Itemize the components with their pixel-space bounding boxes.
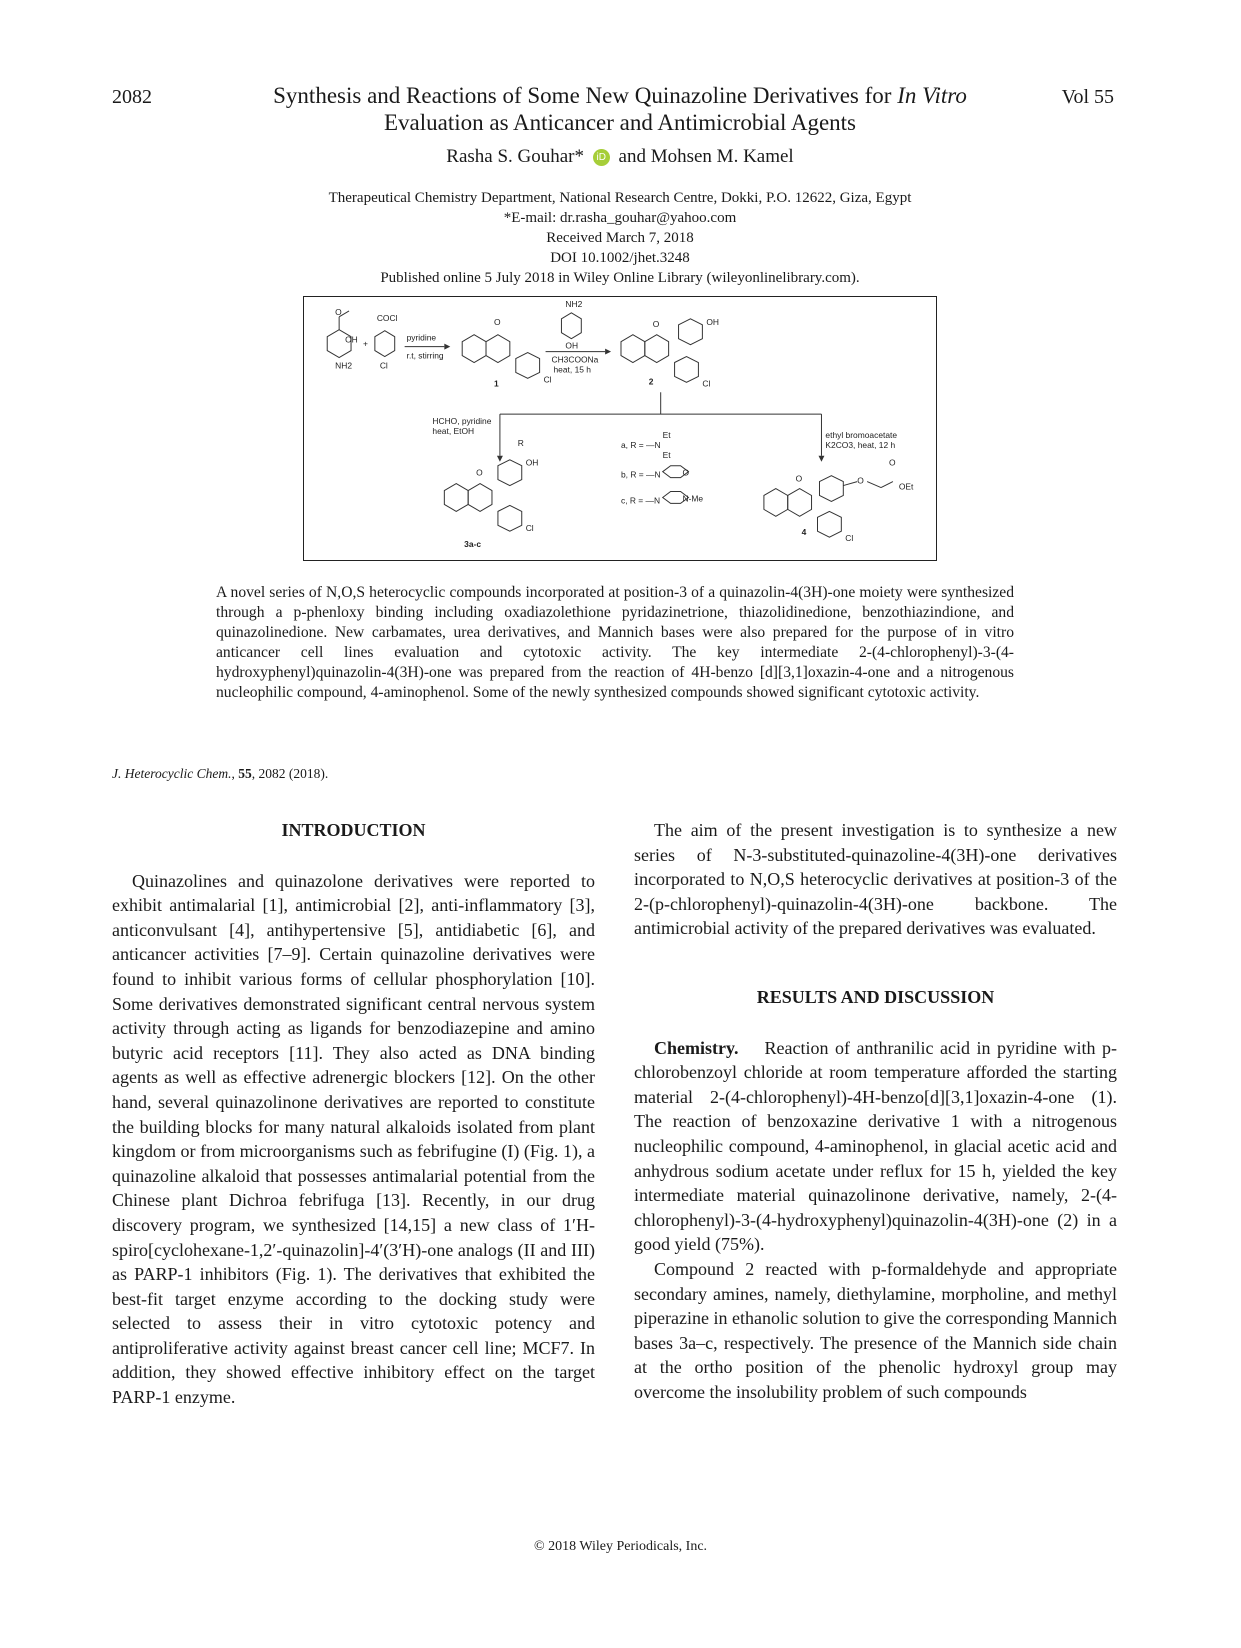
- compound-paragraph: Compound 2 reacted with p-formaldehyde and appropriate secondary amines, namely, diethylamine, morpholine, and methyl piperazine in ethanolic solution to give the corresponding Mannich bases 3a–c, respectively. The presence of the Mannich side chain at the ortho position of the phenolic hydroxyl group may overcome the insolubility problem of such compounds: [634, 1258, 1117, 1402]
- atom-label: O: [335, 306, 342, 317]
- branch-right-reagent: ethyl bromoacetate: [825, 429, 898, 440]
- right-column: [634, 818, 1117, 1404]
- atom-label: O: [652, 318, 660, 329]
- email: *E-mail: dr.rasha_gouhar@yahoo.com: [503, 210, 737, 226]
- atom-label: O: [795, 473, 803, 484]
- abstract: A novel series of N,O,S heterocyclic compounds incorporated at position-3 of a quinazolin-4(3H)-one moiety were synthesized through a p-phenloxy binding including oxadiazolethione pyridazinetrione, thiazolidinedione, benzothiazindione, and quinazolinedione. New carbamates, urea derivatives, and Mannich bases were also prepared for the purpose of in vitro anticancer cell lines evaluation and cytotoxic activity. The key intermediate 2-(4-chlorophenyl)-3-(4-hydroxyphenyl)quinazolin-4(3H)-one was prepared from the reaction of 4H-benzo [d][3,1]oxazin-4-one and a nitrogenous nucleophilic compound, 4-aminophenol. Some of the newly synthesized compounds showed significant cytotoxic activity.: [216, 584, 1014, 701]
- atom-label: OEt: [898, 481, 914, 492]
- chlorophenyl-ring: [675, 357, 699, 383]
- atom-label: Cl: [702, 378, 711, 389]
- atom-label: Cl: [845, 533, 854, 544]
- step2-reagent-nh2: NH2: [565, 298, 583, 309]
- benzene-ring: [621, 335, 645, 363]
- r-group-a: a, R = —N: [620, 439, 661, 450]
- r-group-a-et: Et: [662, 429, 671, 440]
- branch-left-condition: heat, EtOH: [432, 425, 475, 436]
- atom-label: O: [476, 467, 483, 478]
- doi: DOI 10.1002/jhet.3248: [550, 250, 690, 266]
- author-2: and Mohsen M. Kamel: [618, 146, 794, 167]
- hydroxyphenyl-ring: [679, 319, 703, 345]
- authors: [200, 146, 1040, 168]
- affiliation: Therapeutical Chemistry Department, National Research Centre, Dokki, P.O. 12622, Giza, Egypt: [328, 190, 912, 206]
- chemistry-text: Reaction of anthranilic acid in pyridine with p-chlorobenzoyl chloride at room temperature afforded the starting material 2-(4-chlorophenyl)-4H-benzo[d][3,1]oxazin-4-one (1). The reaction of benzoxazine derivative 1 with a nitrogenous nucleophilic compound, 4-aminophenol, in glacial acetic acid and anhydrous sodium acetate under reflux for 15 h, yielded the key intermediate material quinazolinone derivative, namely, 2-(4-chlorophenyl)-3-(4-hydroxyphenyl)quinazolin-4(3H)-one (2) in a good yield (75%).: [634, 1037, 1118, 1255]
- chlorophenyl-ring: [817, 511, 841, 537]
- journal-pages: , 2082 (2018).: [251, 766, 329, 781]
- title-line1: Synthesis and Reactions of Some New Quinazoline Derivatives for: [273, 83, 898, 108]
- benzene-ring: [444, 484, 468, 512]
- r-group-c: c, R = —N: [620, 495, 661, 506]
- journal-reference: J. Heterocyclic Chem., 55, 2082 (2018).: [112, 766, 329, 781]
- compound-2-label: 2: [648, 376, 654, 387]
- atom-label: O: [857, 475, 864, 486]
- journal-volume: 55: [238, 766, 252, 781]
- r-group-b-ring: O: [682, 467, 690, 478]
- reaction-scheme: [303, 296, 937, 561]
- atom-label: O: [888, 457, 896, 468]
- quinazolinone-ring: [788, 489, 812, 517]
- step2-reagent-oh: OH: [565, 340, 579, 351]
- branch-left-reagent: HCHO, pyridine: [432, 416, 492, 427]
- quinazolinone-ring: [468, 484, 492, 512]
- benzene-ring: [462, 335, 486, 363]
- chlorophenyl-ring: [516, 353, 540, 379]
- atom-label: Cl: [525, 523, 534, 534]
- atom-label: OH: [706, 316, 719, 327]
- copyright: © 2018 Wiley Periodicals, Inc.: [533, 1539, 708, 1554]
- volume-label: Vol 55: [1061, 86, 1114, 108]
- atom-label: O: [493, 316, 501, 327]
- quinazolinone-ring: [645, 335, 669, 363]
- section-heading-introduction: INTRODUCTION: [281, 820, 426, 840]
- aim-paragraph: The aim of the present investigation is to synthesize a new series of N-3-substituted-quinazoline-4(3H)-one derivatives incorporated to N,O,S heterocyclic derivatives at position-3 of the 2-(p-chlorophenyl)-quinazolin-4(3H)-one backbone. The antimicrobial activity of the prepared derivatives was evaluated.: [634, 820, 1117, 939]
- reagent-oh: OH: [345, 334, 358, 345]
- left-column: [112, 818, 595, 1410]
- oxazine-ring: [486, 335, 510, 363]
- author-1: Rasha S. Gouhar*: [446, 146, 585, 167]
- scheme-drawing: [304, 297, 936, 560]
- step1-reagent: pyridine: [406, 332, 437, 343]
- atom-label: R: [517, 437, 524, 448]
- hydroxyphenyl-ring: [498, 460, 522, 486]
- section-heading-results: RESULTS AND DISCUSSION: [756, 986, 995, 1007]
- r-group-b: b, R = —N: [620, 469, 661, 480]
- phenoxy-ring: [819, 476, 843, 502]
- plus-sign: +: [362, 338, 368, 349]
- atom-label: Cl: [543, 374, 552, 385]
- step2-condition-2: heat, 15 h: [553, 364, 591, 375]
- branch-right-condition: K2CO3, heat, 12 h: [825, 439, 896, 450]
- page-number: 2082: [112, 86, 152, 108]
- step1-condition: r.t, stirring: [406, 350, 444, 361]
- received-date: Received March 7, 2018: [546, 230, 694, 246]
- article-title: [200, 82, 1040, 136]
- reagent-coci: COCl: [376, 312, 398, 323]
- chemistry-label: Chemistry.: [654, 1037, 739, 1058]
- published-online: Published online 5 July 2018 in Wiley Online Library (wileyonlinelibrary.com).: [380, 270, 860, 286]
- orcid-icon[interactable]: iD: [593, 149, 610, 166]
- chemistry-paragraph: [634, 1036, 1117, 1257]
- benzene-ring: [375, 331, 395, 357]
- step2-condition-1: CH3COONa: [551, 354, 599, 365]
- compound-1-label: 1: [493, 378, 499, 389]
- intro-paragraph: Quinazolines and quinazolone derivatives were reported to exhibit antimalarial [1], antimicrobial [2], anti-inflammatory [3], anticonvulsant [4], antihypertensive [5], antidiabetic [6], and anticancer activities [7–9]. Certain quinazoline derivatives were found to inhibit various forms of cellular phosphorylation [10]. Some derivatives demonstrated significant central nervous system activity through acting as ligands for benzodiazepine and amino butyric acid receptors [11]. They also acted as DNA binding agents as well as effective adrenergic blockers [12]. On the other hand, several quinazolinone derivatives are reported to constitute the building blocks for many natural alkaloids isolated from plant kingdom or from microorganisms such as febrifugine (I) (Fig. 1), a quinazoline alkaloid that possesses antimalarial potential from the Chinese plant Dichroa febrifuga [13]. Recently, in our drug discovery program, we synthesized [14,15] a new class of 1′H-spiro[cyclohexane-1,2′-quinazolin]-4′(3′H)-one analogs (II and III) as PARP-1 inhibitors (Fig. 1). The derivatives that exhibited the best-fit target enzyme according to the docking study were selected to assess their in vitro cytotoxic potency and antiproliferative activity against breast cancer cell line; MCF7. In addition, they showed effective inhibitory effect on the target PARP-1 enzyme.: [112, 870, 595, 1408]
- r-group-a-et: Et: [662, 449, 671, 460]
- reagent-nh2: NH2: [335, 360, 353, 371]
- title-italic: In Vitro: [897, 83, 967, 108]
- chlorophenyl-ring: [498, 505, 522, 531]
- benzene-ring: [764, 489, 788, 517]
- title-line2: Evaluation as Anticancer and Antimicrobial Agents: [383, 110, 857, 135]
- journal-name: J. Heterocyclic Chem.: [112, 766, 232, 781]
- compound-4-label: 4: [801, 527, 807, 538]
- reagent-cl: Cl: [379, 360, 388, 371]
- atom-label: OH: [525, 457, 539, 468]
- affiliation-block: [200, 188, 1040, 288]
- r-group-c-ring: N-Me: [682, 493, 704, 504]
- benzene-ring: [561, 313, 581, 339]
- compound-3-label: 3a-c: [464, 539, 482, 550]
